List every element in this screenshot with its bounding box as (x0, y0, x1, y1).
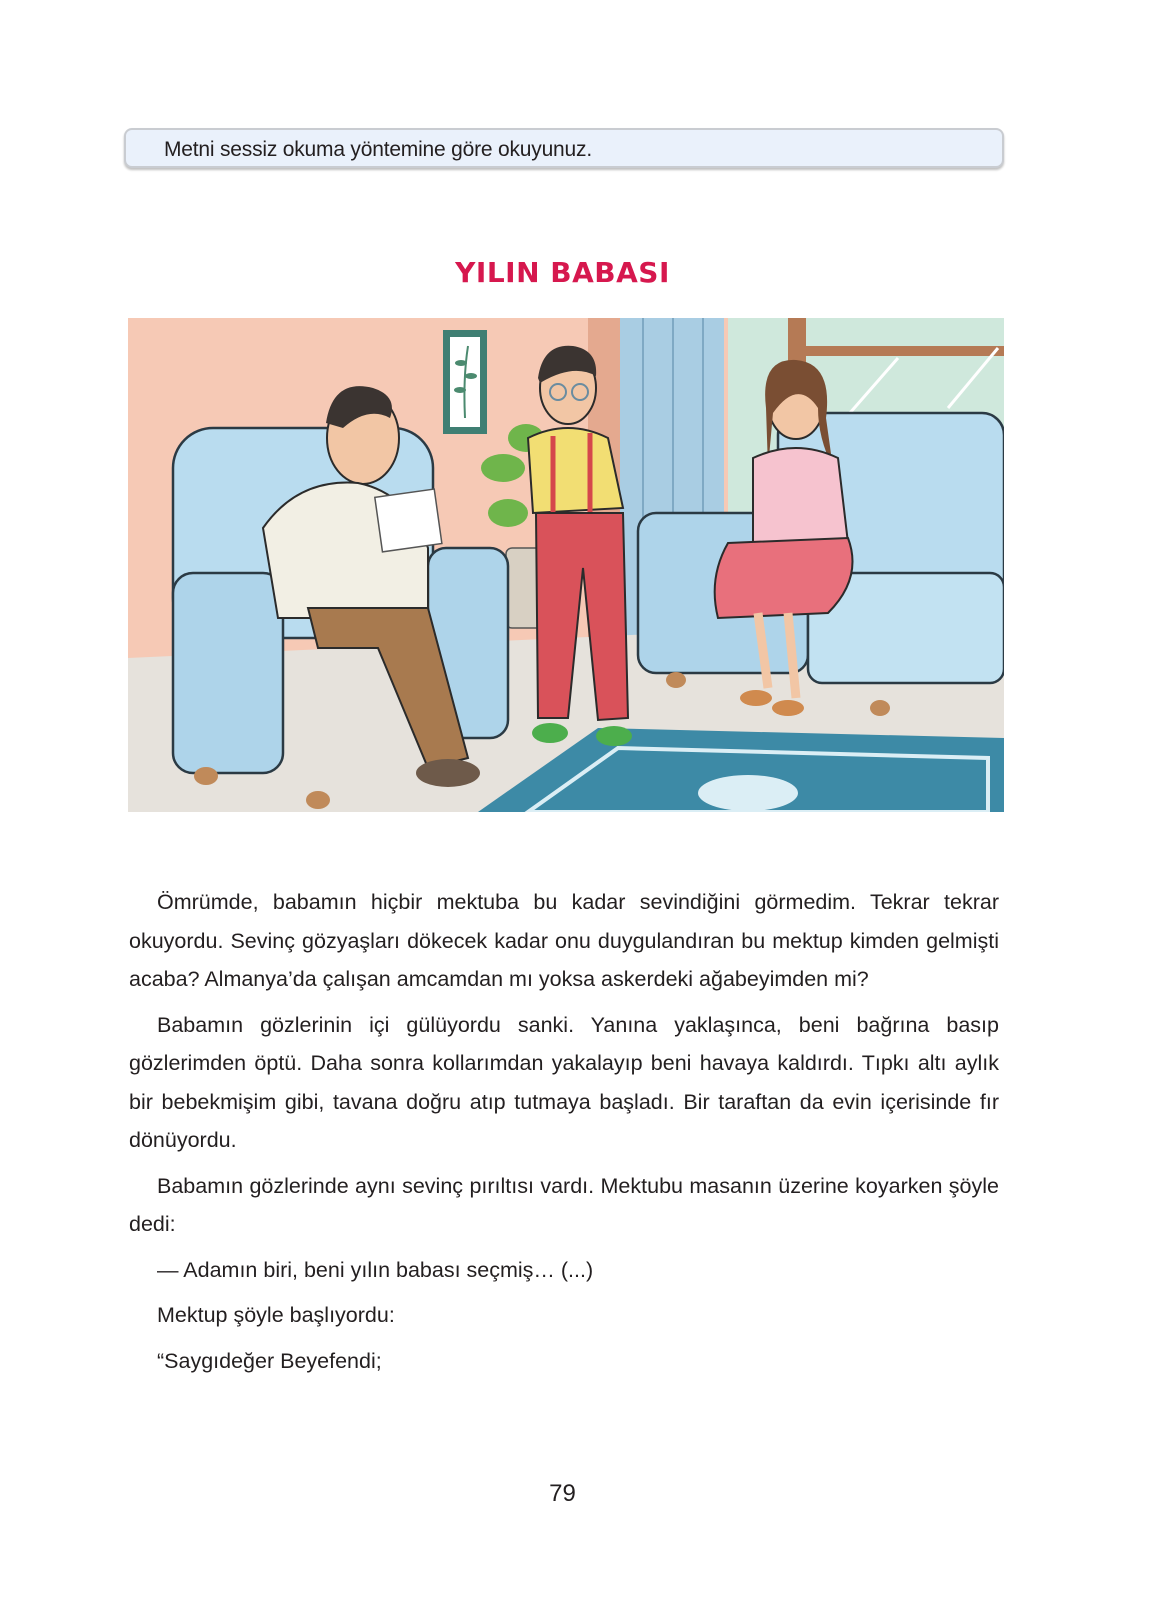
paragraph-2: Babamın gözlerinin içi gülüyordu sanki. Yanına yaklaşınca, beni bağrına basıp gözlerimden öptü. Daha sonra kollarımdan yakalayıp beni havaya kaldırdı. Tıpkı altı aylık bir bebekmişim gibi, tavana doğru atıp tutmaya başladı. Bir taraftan da evin içerisinde fır dönüyordu. (129, 1012, 999, 1152)
paragraph-1: Ömrümde, babamın hiçbir mektuba bu kadar sevindiğini görmedim. Tekrar tekrar okuyordu. Sevinç gözyaşları dökecek kadar onu duygulandıran bu mektup kimden gelmişti acaba? Almanya’da çalışan amcamdan mı yoksa askerdeki ağabeyimden mi? (129, 890, 999, 991)
story-body (129, 883, 999, 1387)
page-number: 79 (549, 1480, 576, 1507)
paragraph-3: Babamın gözlerinde aynı sevinç pırıltısı vardı. Mektubu masanın üzerine koyarken şöyle dedi: (129, 1173, 999, 1236)
letter-salutation: “Saygıdeğer Beyefendi; (157, 1348, 382, 1373)
story-title: YILIN BABASI (455, 256, 670, 289)
instruction-text: Metni sessiz okuma yöntemine göre okuyunuz. (164, 138, 592, 161)
story-illustration (128, 318, 1004, 812)
paragraph-5: Mektup şöyle başlıyordu: (157, 1303, 395, 1327)
dialogue-line: — Adamın biri, beni yılın babası seçmiş… (...) (157, 1257, 594, 1282)
instruction-box (124, 128, 1004, 168)
